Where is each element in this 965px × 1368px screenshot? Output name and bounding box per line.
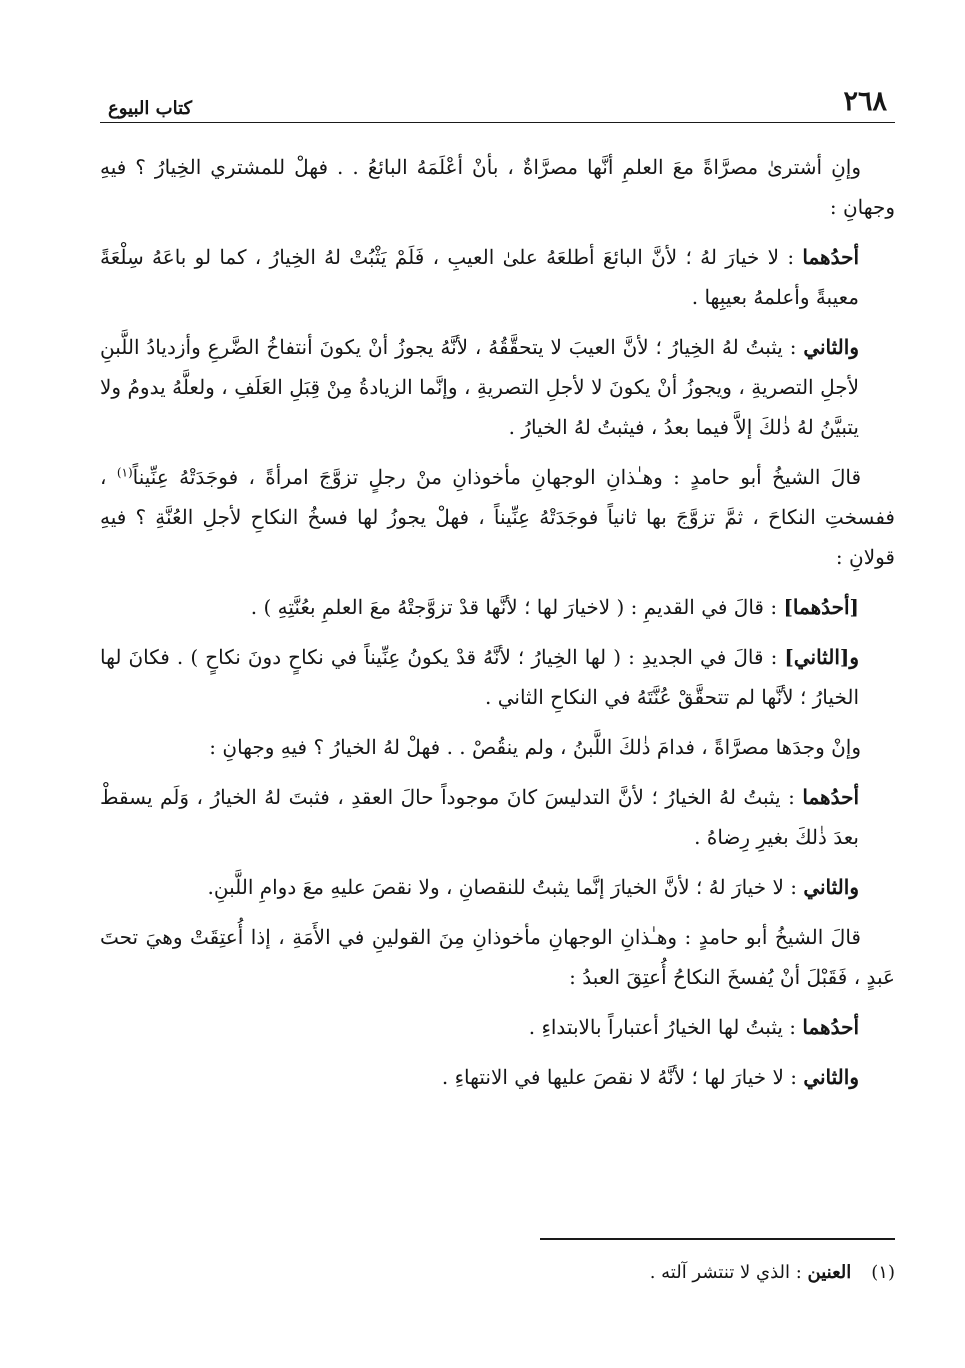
footnote-term: العنين — [807, 1262, 852, 1283]
paragraph-label: أحدُهما — [802, 245, 859, 269]
page-header — [100, 78, 895, 123]
footnote-reference[interactable]: (١) — [116, 465, 133, 480]
book-page — [100, 78, 895, 1328]
paragraph-text: : لا خيارَ لها ؛ لأنَّهُ لا نقصَ عليها في الانتهاءِ . — [441, 1065, 804, 1089]
footnote-number: (١) — [871, 1262, 895, 1283]
paragraph-8 — [100, 777, 895, 857]
paragraph-text: : يثبتُ لها الخيارُ أعتباراً بالابتداءِ . — [528, 1015, 803, 1039]
paragraph-text: : يثبتُ لهُ الخِيارُ ؛ لأنَّ العيبَ لا يتحقَّقُهُ ، لأنَّهُ يجوزُ أنْ يكونَ أنتفاخُ الضَّرعِ وأزديادُ اللَّبنِ لأجلِ التصريةِ ، ويجوزُ أنْ يكونَ لا لأجلِ التصريةِ ، وإنَّما الزيادةُ مِنْ قِبَلِ العَلَفِ ، ولعلَّهُ يدومُ ولا يتبيَّنُ لهُ ذٰلكَ إلاَّ فيما بعدُ ، فيثبتُ لهُ الخيارُ . — [100, 335, 859, 439]
paragraph-4 — [100, 457, 895, 577]
paragraph-text: وإنْ وجدَها مصرَّاةً ، فدامَ ذٰلكَ اللَّبنُ ، ولم ينقُصْ . . فهلْ لهُ الخيارُ ؟ فيهِ وجهانِ : — [209, 735, 861, 759]
paragraph-text: : قالَ في الجديدِ : ( لها الخِيارُ ؛ لأنَّهُ قدْ يكونُ عِنِّيناً في نكاحٍ دونَ نكاحٍ ) . فكانَ لها الخيارُ ؛ لأنَّها لم تتحقَّقْ عُنَّتَهُ في النكاحِ الثاني . — [100, 645, 859, 709]
paragraph-label: و[الثاني] — [784, 645, 859, 669]
paragraph-label: أحدُهما — [802, 785, 859, 809]
paragraph-12 — [100, 1057, 895, 1097]
paragraph-text: قالَ الشيخُ أبو حامدٍ : وهـٰذانِ الوجهانِ مأخوذانِ مِنَ القولينِ في الأَمَةِ ، إذا أُعتِقَتْ وهيَ تحتَ عَبدٍ ، فَقَبْلَ أنْ يُفسخَ النكاحُ أُعتِقَ العبدُ : — [100, 925, 895, 989]
paragraph-text: وإنِ أشترىٰ مصرَّاةً معَ العلمِ أنَّها مصرَّاةٌ ، بأنْ أعْلَمَهُ البائعُ . . فهلْ للمشتري الخِيارُ ؟ فيهِ وجهانِ : — [100, 155, 895, 219]
page-body — [100, 147, 895, 1097]
paragraph-text-continued: ، ففسختِ النكاحَ ، ثمَّ تزوَّجَ بها ثانياً فوجَدَتْهُ عِنِّيناً ، فهلْ يجوزُ لها فسخُ النكاحِ لأجلِ العُنَّةِ ؟ فيهِ قولانِ : — [100, 465, 895, 569]
paragraph-9 — [100, 867, 895, 907]
paragraph-10 — [100, 917, 895, 997]
footnote-divider — [540, 1238, 895, 1240]
footnote — [100, 1258, 895, 1288]
paragraph-text: : لا خيارَ لهُ ؛ لأنَّ البائعَ أطلعَهُ علىٰ العيبِ ، فَلَمْ يَثْبُتْ لهُ الخِيارُ ، كما لو باعَهُ سِلْعَةً معيبةً وأعلمهُ بعيبِها . — [100, 245, 859, 309]
paragraph-11 — [100, 1007, 895, 1047]
paragraph-label: أحدُهما — [802, 1015, 859, 1039]
paragraph-label: [أحدُهما] — [783, 595, 859, 619]
paragraph-1 — [100, 147, 895, 227]
paragraph-5 — [100, 587, 895, 627]
paragraph-6 — [100, 637, 895, 717]
paragraph-3 — [100, 327, 895, 447]
paragraph-text: : يثبتُ لهُ الخيارُ ؛ لأنَّ التدليسَ كانَ موجوداً حالَ العقدِ ، فثبتَ لهُ الخيارُ ، وَلَم يسقطْ بعدَ ذٰلكَ بغيرِ رِضاهُ . — [100, 785, 859, 849]
paragraph-text: : قالَ في القديمِ : ( لاخيارَ لها ؛ لأنَّها قدْ تزوَّجتْهُ معَ العلمِ بعُنَّتِهِ ) . — [250, 595, 784, 619]
paragraph-label: والثاني — [803, 1065, 859, 1089]
book-title: كتاب البيوع — [108, 98, 193, 119]
paragraph-text: قالَ الشيخُ أبو حامدٍ : وهـٰذانِ الوجهانِ مأخوذانِ منْ رجلٍ تزوَّجَ امرأةً ، فوجَدَتْهُ عِنِّيناً — [132, 465, 862, 489]
paragraph-label: والثاني — [803, 335, 859, 359]
paragraph-7 — [100, 727, 895, 767]
paragraph-text: : لا خيارَ لهُ ؛ لأنَّ الخيارَ إنَّما يثبتُ للنقصانِ ، ولا نقصَ عليهِ معَ دوامِ اللَّبنِ. — [207, 875, 804, 899]
page-number: ٢٦٨ — [843, 86, 887, 117]
paragraph-2 — [100, 237, 895, 317]
paragraph-label: والثاني — [803, 875, 859, 899]
footnote-text: : الذي لا تنتشر آلته . — [649, 1262, 808, 1283]
